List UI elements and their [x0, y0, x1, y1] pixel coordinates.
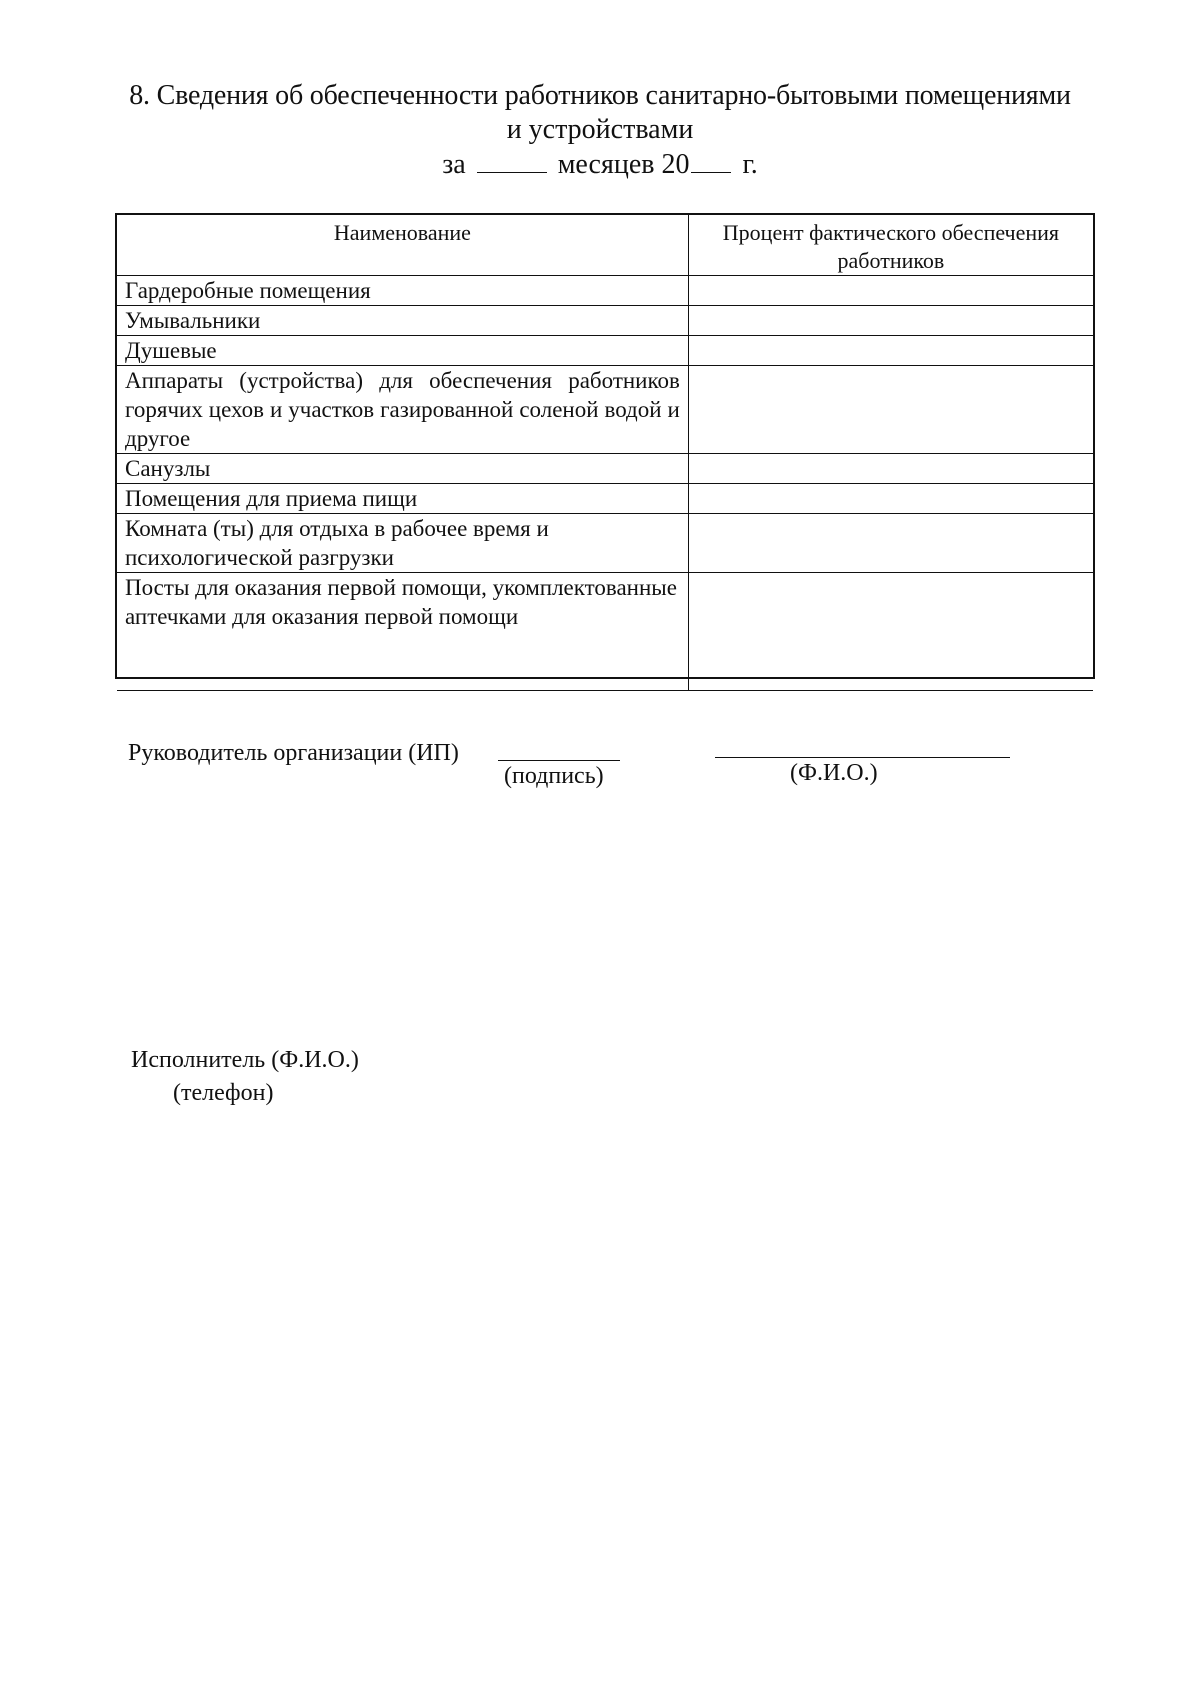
supply-table — [117, 215, 1093, 691]
row-name: Помещения для приема пищи — [117, 484, 688, 514]
row-percent-cell[interactable] — [688, 306, 1093, 336]
header-name: Наименование — [117, 215, 688, 276]
reporting-period — [0, 149, 1200, 181]
signature-line[interactable] — [498, 760, 620, 761]
row-percent-cell[interactable] — [688, 573, 1093, 691]
year-blank-field[interactable] — [691, 152, 731, 173]
row-name: Аппараты (устройства) для обеспечения работников горячих цехов и участков газированной соленой водой и другое — [117, 366, 688, 454]
section-title-continued: и устройствами — [506, 114, 694, 145]
row-name: Комната (ты) для отдыха в рабочее время и психологической разгрузки — [117, 514, 688, 573]
table-row — [117, 336, 1093, 366]
executor-phone-caption: (телефон) — [173, 1080, 274, 1106]
row-name: Душевые — [117, 336, 688, 366]
row-name: Санузлы — [117, 454, 688, 484]
months-blank-field[interactable] — [477, 152, 547, 173]
section-title: 8. Сведения об обеспеченности работников санитарно-бытовыми помещениями — [129, 80, 1071, 111]
table-row — [117, 366, 1093, 454]
supply-table-frame — [115, 213, 1095, 679]
row-name: Умывальники — [117, 306, 688, 336]
row-percent-cell[interactable] — [688, 336, 1093, 366]
table-row — [117, 573, 1093, 691]
table-row — [117, 484, 1093, 514]
row-percent-cell[interactable] — [688, 484, 1093, 514]
row-name: Посты для оказания первой помощи, укомплектованные аптечками для оказания первой помощи — [117, 573, 688, 691]
table-header-row — [117, 215, 1093, 276]
table-row — [117, 514, 1093, 573]
table-row — [117, 276, 1093, 306]
table-row — [117, 454, 1093, 484]
period-prefix: за — [442, 149, 466, 180]
row-percent-cell[interactable] — [688, 366, 1093, 454]
full-name-caption: (Ф.И.О.) — [790, 760, 878, 786]
row-percent-cell[interactable] — [688, 514, 1093, 573]
head-of-organization-label: Руководитель организации (ИП) — [128, 740, 459, 766]
full-name-line[interactable] — [715, 757, 1010, 758]
signature-caption: (подпись) — [504, 763, 604, 789]
period-suffix: г. — [742, 149, 758, 180]
row-percent-cell[interactable] — [688, 276, 1093, 306]
row-percent-cell[interactable] — [688, 454, 1093, 484]
header-percent: Процент фактического обеспечения работников — [688, 215, 1093, 276]
executor-label: Исполнитель (Ф.И.О.) — [131, 1047, 359, 1073]
row-name: Гардеробные помещения — [117, 276, 688, 306]
table-row — [117, 306, 1093, 336]
period-months-label: месяцев 20 — [557, 149, 690, 180]
